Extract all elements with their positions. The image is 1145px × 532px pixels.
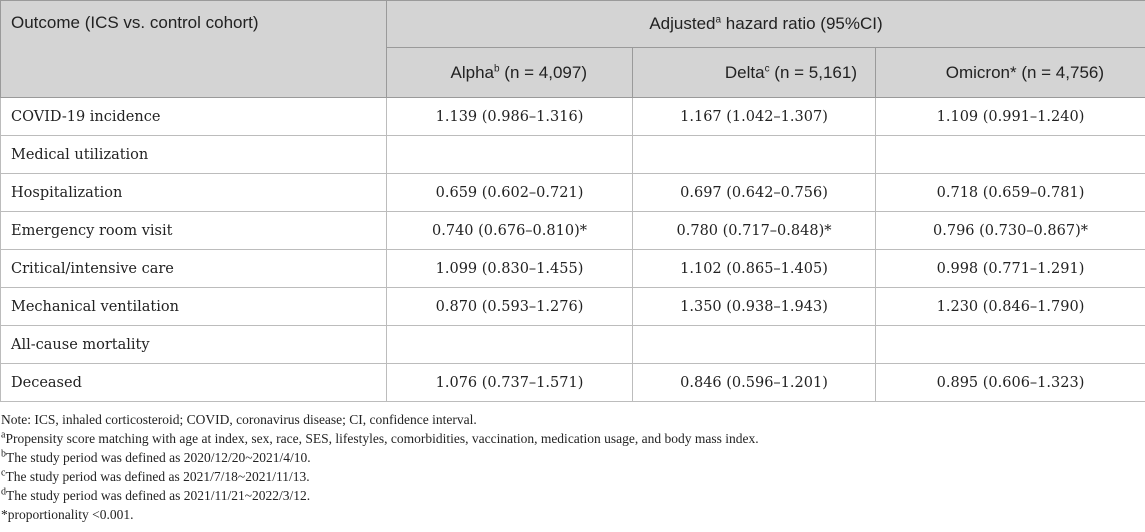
alpha-value [387,136,633,174]
footnote-b: $^b$The study period was defined as 2020/12/20~2021/4/10. [1,448,311,465]
delta-value: 0.697 (0.642–0.756) [633,174,876,212]
row-label: Critical/intensive care [1,250,387,288]
row-label: Hospitalization [1,174,387,212]
delta-value: 0.780 (0.717–0.848)* [633,212,876,250]
delta-value [633,326,876,364]
table-row [1,326,1145,364]
omicron-value: 1.109 (0.991–1.240) [876,98,1145,136]
row-label: COVID-19 incidence [1,98,387,136]
row-label: Emergency room visit [1,212,387,250]
footnote-proportionality: *proportionality <0.001. [1,507,134,522]
alpha-value: 0.870 (0.593–1.276) [387,288,633,326]
alpha-value: 1.099 (0.830–1.455) [387,250,633,288]
alpha-value [387,326,633,364]
table-row [1,288,1145,326]
delta-column-header: Delta$^c$ (n = 5,161) [633,48,876,98]
omicron-value: 0.718 (0.659–0.781) [876,174,1145,212]
alpha-value: 1.139 (0.986–1.316) [387,98,633,136]
alpha-value: 1.076 (0.737–1.571) [387,364,633,402]
delta-value: 1.167 (1.042–1.307) [633,98,876,136]
delta-value: 0.846 (0.596–1.201) [633,364,876,402]
table-row [1,250,1145,288]
hazard-ratio-group-header: Adjusted$^a$ hazard ratio (95%CI) [387,1,1145,48]
omicron-value: 1.230 (0.846–1.790) [876,288,1145,326]
delta-value: 1.350 (0.938–1.943) [633,288,876,326]
footnote-c: $^c$The study period was defined as 2021/7/18~2021/11/13. [1,467,310,484]
omicron-value: 0.895 (0.606–1.323) [876,364,1145,402]
table-row [1,364,1145,402]
footnote-general: Note: ICS, inhaled corticosteroid; COVID, coronavirus disease; CI, confidence interval. [1,412,477,427]
table-row [1,98,1145,136]
alpha-value: 0.659 (0.602–0.721) [387,174,633,212]
row-label: All-cause mortality [1,326,387,364]
footnote-a: $^a$Propensity score matching with age at index, sex, race, SES, lifestyles, comorbidities, vaccination, medication usage, and body mass index. [1,429,759,446]
alpha-column-header: Alpha$^b$ (n = 4,097) [387,48,633,98]
row-label: Mechanical ventilation [1,288,387,326]
alpha-value: 0.740 (0.676–0.810)* [387,212,633,250]
omicron-column-header: Omicron* (n = 4,756) [876,48,1145,98]
table-row [1,136,1145,174]
table-row [1,212,1145,250]
table-row [1,174,1145,212]
omicron-value: 0.998 (0.771–1.291) [876,250,1145,288]
outcome-column-header: Outcome (ICS vs. control cohort) [1,1,387,98]
delta-value: 1.102 (0.865–1.405) [633,250,876,288]
row-label: Deceased [1,364,387,402]
row-label: Medical utilization [1,136,387,174]
omicron-value [876,136,1145,174]
omicron-value: 0.796 (0.730–0.867)* [876,212,1145,250]
table-footnotes [1,410,1141,524]
omicron-value [876,326,1145,364]
delta-value [633,136,876,174]
footnote-d: $^d$The study period was defined as 2021/11/21~2022/3/12. [1,486,311,503]
